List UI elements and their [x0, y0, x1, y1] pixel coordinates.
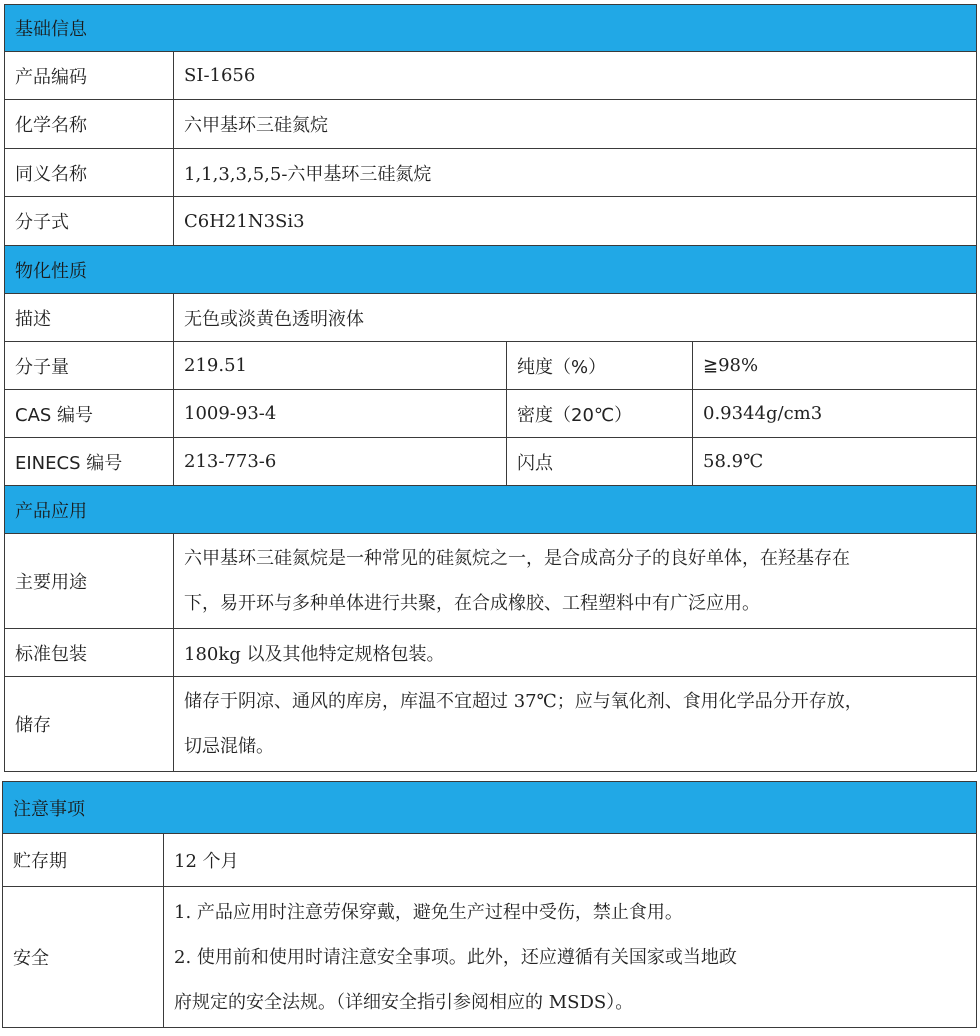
table-row	[3, 834, 977, 887]
row-label: 安全	[3, 887, 164, 1028]
table-row	[5, 629, 977, 677]
text-line: 六甲基环三硅氮烷是一种常见的硅氮烷之一，是合成高分子的良好单体，在羟基存在	[184, 548, 850, 569]
row-label-secondary: 纯度（%）	[507, 342, 693, 390]
row-value: 213-773-6	[174, 438, 507, 486]
row-value: 219.51	[174, 342, 507, 390]
section-header-notes	[3, 782, 977, 834]
text-line: 储存于阴凉、通风的库房，库温不宜超过 37℃；应与氧化剂、食用化学品分开存放，	[184, 691, 863, 712]
section-header-basic	[5, 5, 977, 52]
row-label: 储存	[5, 677, 174, 772]
row-label: 描述	[5, 294, 174, 342]
row-value	[174, 677, 977, 772]
row-label-secondary: 闪点	[507, 438, 693, 486]
table-row	[5, 197, 977, 246]
row-label: EINECS 编号	[5, 438, 174, 486]
text-line: 府规定的安全法规。（详细安全指引参阅相应的 MSDS）。	[174, 991, 634, 1013]
row-value-secondary: 58.9℃	[693, 438, 977, 486]
section-header-application	[5, 486, 977, 534]
row-value: 1009-93-4	[174, 390, 507, 438]
table-row	[5, 534, 977, 629]
row-value: 六甲基环三硅氮烷	[174, 100, 977, 149]
table-row	[5, 342, 977, 390]
table-row	[5, 438, 977, 486]
text-line: 1. 产品应用时注意劳保穿戴，避免生产过程中受伤，禁止食用。	[174, 901, 683, 923]
row-label: 分子量	[5, 342, 174, 390]
text-line: 切忌混储。	[184, 736, 274, 757]
row-label: 主要用途	[5, 534, 174, 629]
section-header-physchem	[5, 246, 977, 294]
row-value	[174, 534, 977, 629]
row-value	[164, 887, 977, 1028]
row-value-secondary: ≧98%	[693, 342, 977, 390]
row-label: 同义名称	[5, 149, 174, 197]
table-row	[5, 100, 977, 149]
row-value-secondary: 0.9344g/cm3	[693, 390, 977, 438]
table-row	[5, 390, 977, 438]
row-value: C6H21N3Si3	[174, 197, 977, 246]
row-label-secondary: 密度（20℃）	[507, 390, 693, 438]
notes-table	[2, 781, 977, 1028]
table-row	[5, 52, 977, 100]
row-label: 贮存期	[3, 834, 164, 887]
row-value: 无色或淡黄色透明液体	[174, 294, 977, 342]
row-label: CAS 编号	[5, 390, 174, 438]
table-row	[5, 294, 977, 342]
row-value: 12 个月	[164, 834, 977, 887]
text-line: 下，易开环与多种单体进行共聚，在合成橡胶、工程塑料中有广泛应用。	[184, 593, 760, 614]
product-info-table	[4, 4, 977, 772]
section-title: 物化性质	[5, 246, 977, 294]
row-value: SI-1656	[174, 52, 977, 100]
table-row	[3, 887, 977, 1028]
row-label: 标准包装	[5, 629, 174, 677]
section-title: 注意事项	[3, 782, 977, 834]
row-label: 分子式	[5, 197, 174, 246]
row-value: 180kg 以及其他特定规格包装。	[174, 629, 977, 677]
section-title: 产品应用	[5, 486, 977, 534]
section-title: 基础信息	[5, 5, 977, 52]
row-label: 产品编码	[5, 52, 174, 100]
row-label: 化学名称	[5, 100, 174, 149]
table-row	[5, 677, 977, 772]
table-row	[5, 149, 977, 197]
row-value: 1,1,3,3,5,5-六甲基环三硅氮烷	[174, 149, 977, 197]
text-line: 2. 使用前和使用时请注意安全事项。此外，还应遵循有关国家或当地政	[174, 946, 737, 968]
